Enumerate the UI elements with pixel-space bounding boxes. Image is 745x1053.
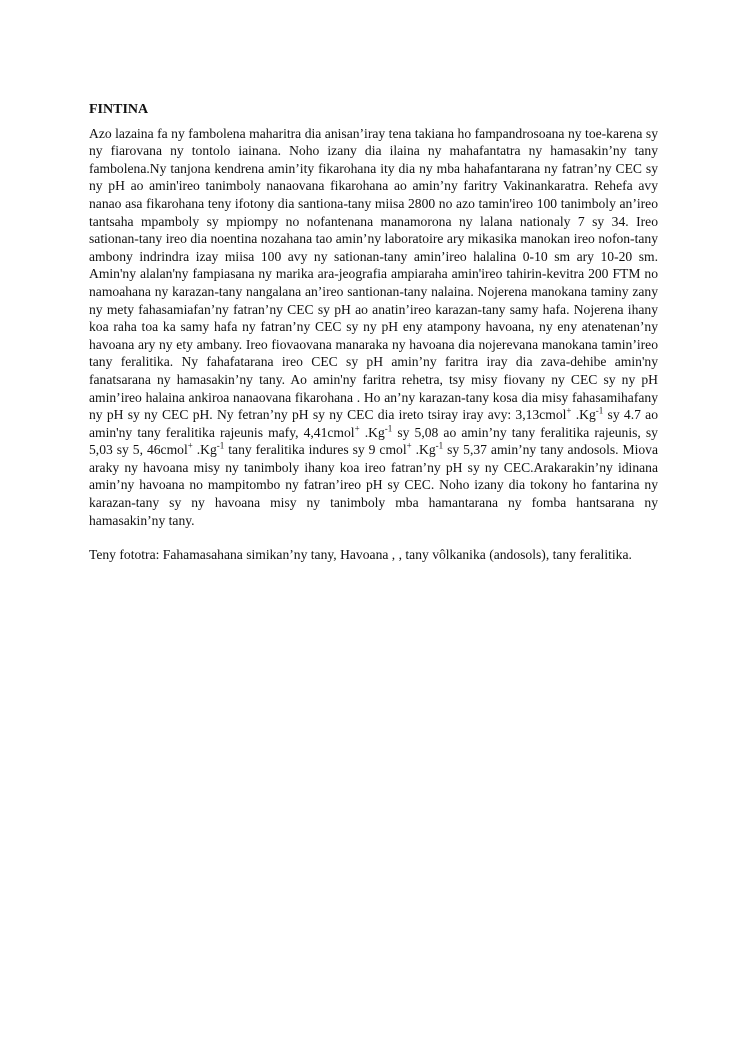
unit-kg: .Kg (359, 424, 385, 440)
keywords-line: Teny fototra: Fahamasahana simikan’ny tany, Havoana , , tany vôlkanika (andosols), tany feralitika. (89, 547, 632, 563)
document-page (89, 101, 658, 564)
abstract-text: sy 5,37 amin’ny tany andosols. Miova araky ny havoana misy ny tanimboly ihany koa ireo fatran’ny pH sy ny CEC.Arakarakin’ny idinana amin’ny havoana no mampitombo ny fatran’ireo pH sy CEC. Noho izany dia tokony ho fantarina ny karazan-tany sy ny havoana misy ny tanimboly mba hamantarana ny fomba hantsarana ny hamasakin’ny tany. (89, 442, 658, 528)
superscript-plus: + (354, 423, 360, 434)
abstract-paragraph (89, 125, 658, 530)
superscript-minus-one: -1 (216, 440, 225, 451)
abstract-text: Azo lazaina fa ny fambolena maharitra dia anisan’iray tena takiana ho fampandrosoana ny toe-karena sy ny fiarovana ny tontolo iainana. Noho izany dia ilaina ny mahafantatra ny hamasakin’ny tany fambolena.Ny tanjona kendrena amin’ity fikarohana ity dia ny mba hahafantarana ny fatran’ny CEC sy ny pH ao amin'ireo tanimboly nanaovana fikarohana ao amin’ny faritry Vakinankaratra. Rehefa avy nanao asa fikarohana teny ifotony dia santiona-tany miisa 2800 no azo tamin'ireo 100 tanimboly an’ireo tantsaha mpamboly sy mpiompy no nofantenana manamorona ny lalana nationaly 7 sy 34. Ireo sationan-tany ireo dia noentina nozahana tao amin’ny laboratoire ary mikasika manokan ireo nofon-tany ambony indrindra izay miisa 100 avy ny sationan-tany amin’ireo halalina 0-10 sm ary 10-20 sm. Amin'ny alalan'ny fampiasana ny marika ara-jeografia ampiaraha amin'ireo tahirin-kevitra 200 FTM no namoahana ny karazan-tany nangalana an’ireo santionan-tany nalaina. Nojerena manokana taminy zany ny mety fahasamiafan’ny fatran’ny CEC sy pH ao anatin’ireo karazan-tany samy hafa. Nojerena ihany koa raha toa ka samy hafa ny fatran’ny CEC sy ny pH eny atampony havoana, ny eny atenatenan’ny havoana ary ny ety ambany. Ireo fiovaovana manaraka ny havoana dia nojerevana manokana tamin’ireo tany feralitika. Ny fahafatarana ireo CEC sy pH amin’ny faritra iray dia zava-dehibe amin'ny fanatsarana ny hamasakin’ny tany. Ao amin'ny faritra rehetra, tsy misy fiovany ny CEC sy ny pH amin’ireo halaina ankiroa nanaovana fikarohana . Ho an’ny karazan-tany kosa dia misy fahasamihafany ny pH sy ny CEC pH. Ny fetran’ny pH sy ny CEC dia ireto tsiray iray avy: 3,13cmol (89, 125, 658, 423)
abstract-text: tany feralitika indures sy 9 cmol (224, 442, 407, 458)
superscript-minus-one: -1 (595, 405, 604, 416)
superscript-plus: + (406, 440, 412, 451)
unit-kg: .Kg (192, 442, 217, 458)
unit-kg: .Kg (571, 407, 596, 423)
abstract-text: sy 4.7 ao amin'ny tany feralitika rajeunis mafy, 4,41cmol (89, 407, 658, 440)
unit-kg: .Kg (411, 442, 436, 458)
abstract-text: sy 5,08 ao amin’ny tany feralitika rajeunis, sy 5,03 sy 5, 46cmol (89, 424, 658, 458)
superscript-minus-one: -1 (384, 423, 393, 434)
section-heading: FINTINA (89, 102, 149, 117)
superscript-minus-one: -1 (435, 440, 444, 451)
superscript-plus: + (187, 440, 193, 451)
superscript-plus: + (566, 405, 572, 416)
